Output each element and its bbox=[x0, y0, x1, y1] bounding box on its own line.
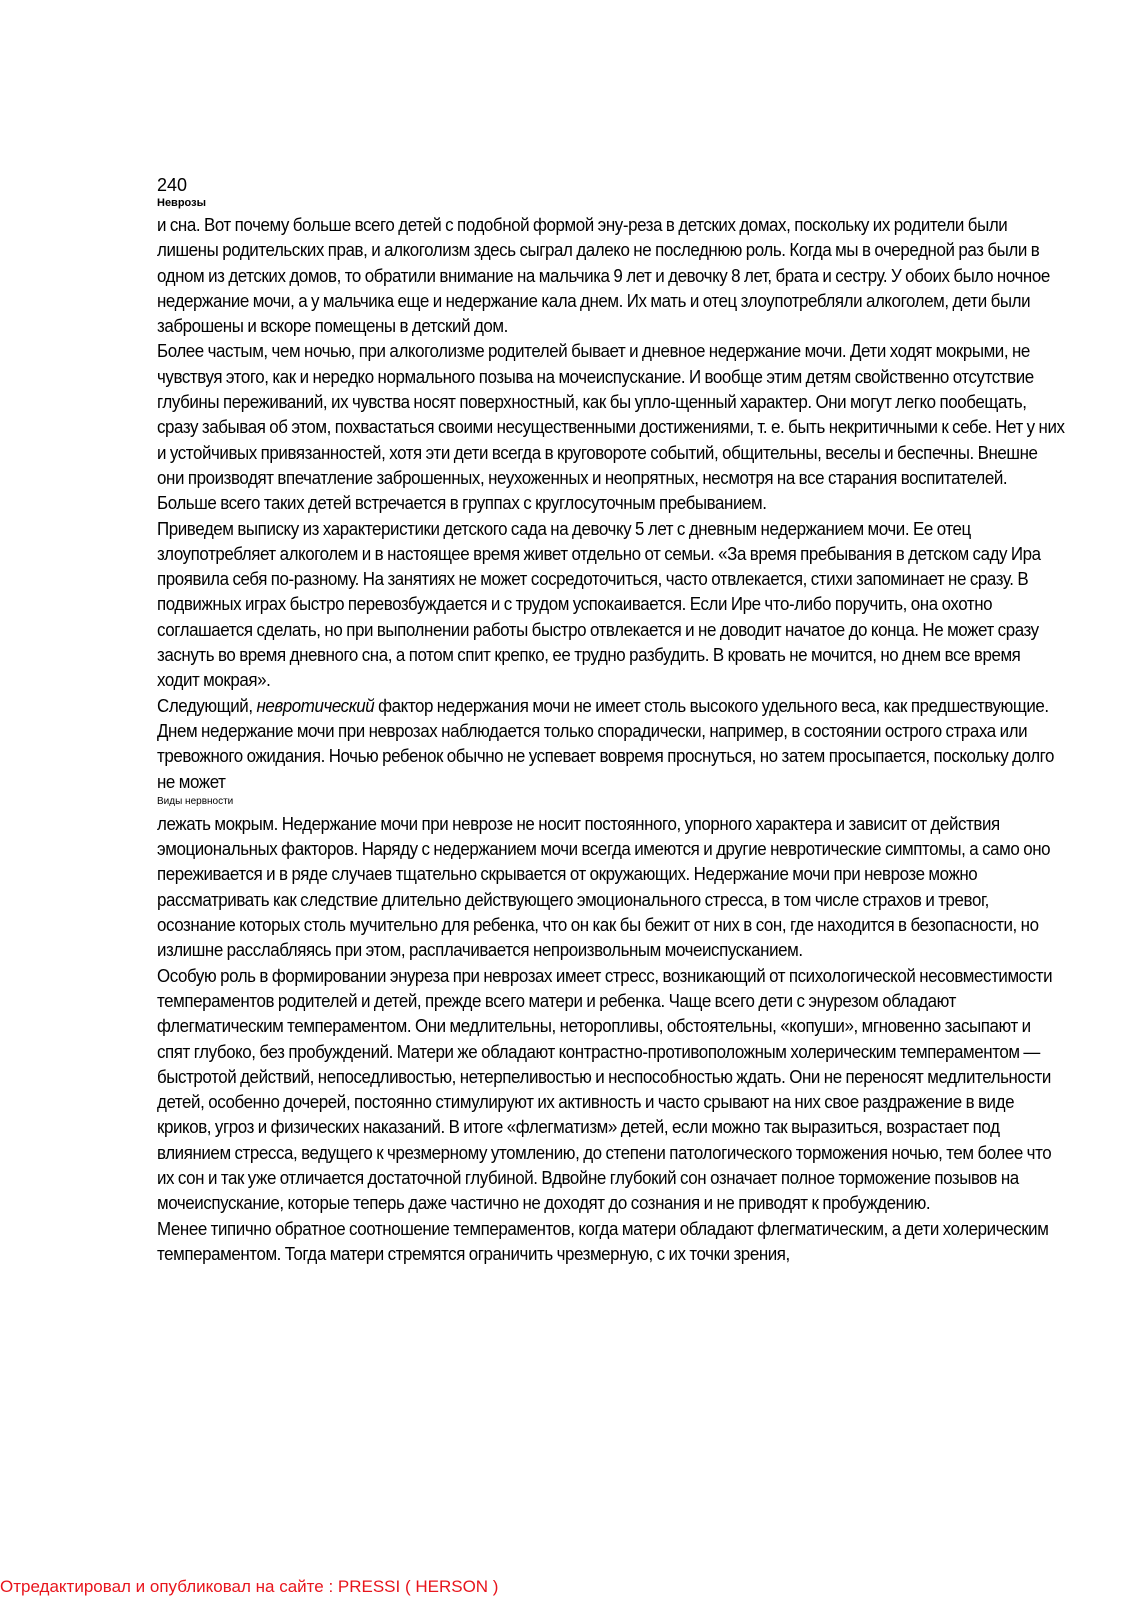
emphasized-term: невротический bbox=[256, 694, 375, 716]
page-number: 240 bbox=[157, 175, 188, 195]
paragraph-text: Следующий, bbox=[157, 694, 257, 716]
publisher-footer: Отредактировал и опубликовал на сайте : PRESSI ( HERSON ) bbox=[0, 1577, 499, 1596]
section-label: Виды нервности bbox=[157, 795, 234, 807]
section-2 bbox=[157, 811, 1067, 1266]
paragraph: лежать мокрым. Недержание мочи при неврозе не носит постоянного, упорного характера и зависит от действия эмоциональных факторов. Наряду с недержанием мочи всегда имеются и другие невротические симптомы, а само оно переживается и в ряде случаев тщательно скрывается от окружающих. Недержание мочи при неврозе можно рассматривать как следствие длительно действующего эмоционального стресса, в том числе страхов и тревог, осознание которых столь мучительно для ребенка, что он как бы бежит от них в сон, где находится в безопасности, но излишне расслабляясь при этом, расплачивается непроизвольным мочеиспусканием. bbox=[157, 812, 1051, 961]
running-head: Неврозы bbox=[157, 197, 206, 209]
paragraph: Особую роль в формировании энуреза при неврозах имеет стресс, возникающий от психологической несовместимости темпераментов родителей и детей, прежде всего матери и ребенка. Чаще всего дети с энурезом обладают флегматическим темпераментом. Они медлительны, неторопливы, обстоятельны, «копуши», мгновенно засыпают и спят глубоко, без пробуждений. Матери же обладают контрастно-противоположным холерическим темпераментом — быстротой действий, непоседливостью, нетерпеливостью и неспособностью ждать. Они не переносят медлительности детей, особенно дочерей, постоянно стимулируют их активность и часто срывают на них свое раздражение в виде криков, угроз и физических наказаний. В итоге «флегматизм» детей, если можно так выразиться, возрастает под влиянием стресса, ведущего к чрезмерному утомлению, до степени патологического торможения ночью, тем более что их сон и так уже отличается достаточной глубиной. Вдвойне глубокий сон означает полное торможение позывов на мочеиспускание, которые теперь даже частично не доходят до сознания и не приводят к пробуждению. bbox=[157, 964, 1053, 1214]
document-page bbox=[157, 174, 1067, 1266]
paragraph: Приведем выписку из характеристики детского сада на девочку 5 лет с дневным недержанием мочи. Ее отец злоупотребляет алкоголем и в настоящее время живет отдельно от семьи. «За время пребывания в детском саду Ира проявила себя по-разному. На занятиях не может сосредоточиться, часто отвлекается, стихи запоминает не сразу. В подвижных играх быстро перевозбуждается и с трудом успокаивается. Если Ире что-либо поручить, она охотно соглашается сделать, но при выполнении работы быстро отвлекается и не доводит начатое до конца. Не может сразу заснуть во время дневного сна, а потом спит крепко, ее трудно разбудить. В кровать не мочится, но днем все время ходит мокрая». bbox=[157, 517, 1041, 691]
paragraph: Более частым, чем ночью, при алкоголизме родителей бывает и дневное недержание мочи. Дети ходят мокрыми, не чувствуя этого, как и нередко нормального позыва на мочеиспускание. И вообще этим детям свойственно отсутствие глубины переживаний, их чувства носят поверхностный, как бы упло-щенный характер. Они могут легко пообещать, сразу забывая об этом, похвастаться своими несущественными достижениями, т. е. быть некритичными к себе. Нет у них и устойчивых привязанностей, хотя эти дети всегда в круговороте событий, общительны, веселы и беспечны. Внешне они производят впечатление заброшенных, неухоженных и неопрятных, несмотря на все старания воспитателей. Больше всего таких детей встречается в группах с круглосуточным пребыванием. bbox=[157, 340, 1065, 514]
paragraph: и сна. Вот почему больше всего детей с подобной формой эну-реза в детских домах, поскольку их родители были лишены родительских прав, и алкоголизм здесь сыграл далеко не последнюю роль. Когда мы в очередной раз были в одном из детских домов, то обратили внимание на мальчика 9 лет и девочку 8 лет, брата и сестру. У обоих было ночное недержание мочи, а у мальчика еще и недержание кала днем. Их мать и отец злоупотребляли алкоголем, дети были заброшены и вскоре помещены в детский дом. bbox=[157, 214, 1050, 337]
paragraph bbox=[157, 693, 1067, 794]
paragraph-text: фактор недержания мочи не имеет столь высокого удельного веса, как предшествующие. Днем недержание мочи при неврозах наблюдается только спорадически, например, в состоянии острого страха или тревожного ожидания. Ночью ребенок обычно не успевает вовремя проснуться, но затем просыпается, поскольку долго не может bbox=[157, 694, 1055, 792]
paragraph: Менее типично обратное соотношение темпераментов, когда матери обладают флегматическим, а дети холерическим темпераментом. Тогда матери стремятся ограничить чрезмерную, с их точки зрения, bbox=[157, 1217, 1049, 1264]
section-1 bbox=[157, 212, 1067, 794]
